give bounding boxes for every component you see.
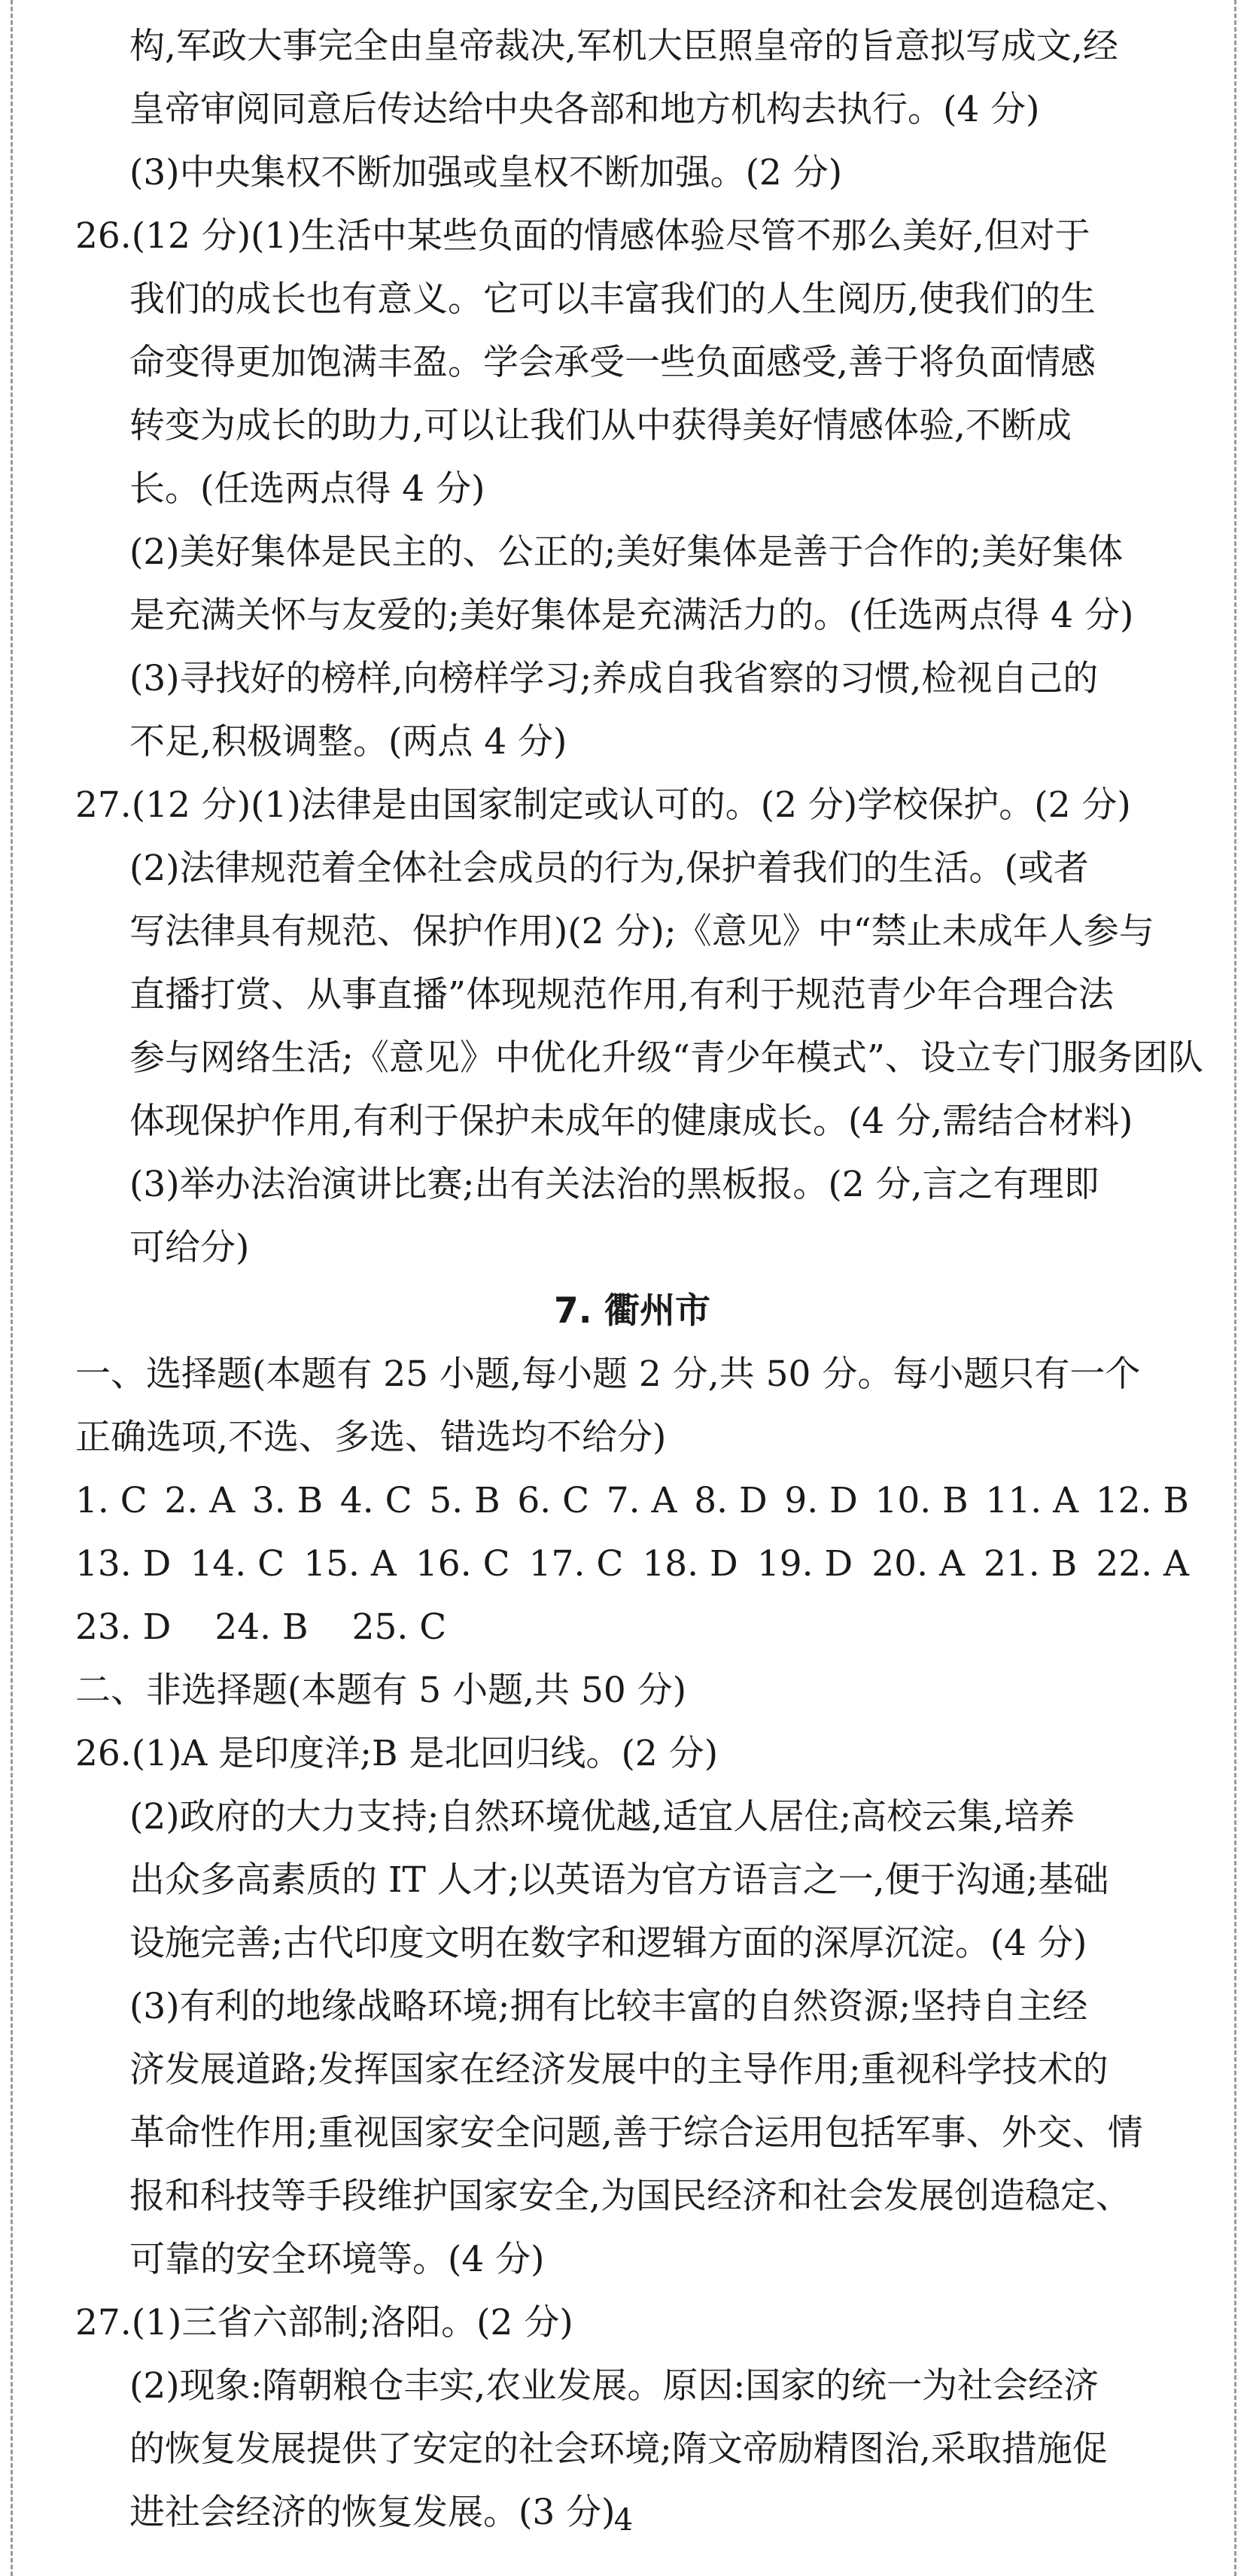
right-dashed-border — [1234, 0, 1236, 2576]
text-line: 皇帝审阅同意后传达给中央各部和地方机构去执行。(4 分) — [129, 89, 1040, 130]
text-line: 的恢复发展提供了安定的社会环境;隋文帝励精图治,采取措施促 — [129, 2428, 1108, 2470]
text-line: 设施完善;古代印度文明在数字和逻辑方面的深厚沉淀。(4 分) — [129, 1923, 1087, 1964]
text-line: 27.(1)三省六部制;洛阳。(2 分) — [75, 2302, 573, 2343]
answer-key-content — [75, 15, 1203, 2544]
text-line: 可靠的安全环境等。(4 分) — [129, 2239, 545, 2280]
text-line: 体现保护作用,有利于保护未成年的健康成长。(4 分,需结合材料) — [129, 1101, 1133, 1142]
answer-item: 17. C — [528, 1543, 624, 1585]
text-line: 二、非选择题(本题有 5 小题,共 50 分) — [75, 1670, 687, 1711]
text-line: (3)中央集权不断加强或皇权不断加强。(2 分) — [129, 152, 843, 193]
answer-item: 23. D — [75, 1606, 172, 1648]
text-line: 正确选项,不选、多选、错选均不给分) — [75, 1417, 667, 1458]
answer-row — [75, 1533, 1189, 1596]
text-line: 革命性作用;重视国家安全问题,善于综合运用包括军事、外交、情 — [129, 2112, 1143, 2154]
answer-item: 4. C — [339, 1480, 412, 1521]
answer-item: 5. B — [429, 1480, 500, 1521]
answer-item: 19. D — [756, 1543, 853, 1585]
text-line: 报和科技等手段维护国家安全,为国民经济和社会发展创造稳定、 — [129, 2176, 1131, 2217]
text-line: 出众多高素质的 IT 人才;以英语为官方语言之一,便于沟通;基础 — [129, 1859, 1109, 1901]
text-line: 进社会经济的恢复发展。(3 分) — [129, 2492, 616, 2533]
answer-item: 7. A — [606, 1480, 677, 1521]
answer-item: 13. D — [75, 1543, 172, 1585]
text-line: 写法律具有规范、保护作用)(2 分);《意见》中“禁止未成年人参与 — [129, 911, 1154, 952]
answer-item: 24. B — [214, 1606, 309, 1648]
answer-item: 21. B — [984, 1543, 1078, 1585]
text-line: 命变得更加饱满丰盈。学会承受一些负面感受,善于将负面情感 — [129, 342, 1096, 383]
answer-item: 3. B — [251, 1480, 324, 1521]
answer-item: 18. D — [642, 1543, 738, 1585]
text-line: (2)现象:隋朝粮仓丰实,农业发展。原因:国家的统一为社会经济 — [129, 2365, 1099, 2407]
answer-item: 20. A — [871, 1543, 965, 1585]
text-line: (2)政府的大力支持;自然环境优越,适宜人居住;高校云集,培养 — [129, 1796, 1075, 1838]
text-line: (2)美好集体是民主的、公正的;美好集体是善于合作的;美好集体 — [129, 531, 1124, 573]
answer-item: 16. C — [415, 1543, 510, 1585]
page-number: 4 — [613, 2503, 634, 2538]
answer-item: 12. B — [1095, 1480, 1189, 1521]
text-line: (3)寻找好的榜样,向榜样学习;养成自我省察的习惯,检视自己的 — [129, 658, 1099, 699]
answer-item: 22. A — [1096, 1543, 1189, 1585]
text-line: 一、选择题(本题有 25 小题,每小题 2 分,共 50 分。每小题只有一个 — [75, 1353, 1141, 1395]
text-line: 26.(1)A 是印度洋;B 是北回归线。(2 分) — [75, 1733, 719, 1774]
text-line: 不足,积极调整。(两点 4 分) — [129, 721, 567, 763]
answer-item: 14. C — [190, 1543, 285, 1585]
text-line: 27.(12 分)(1)法律是由国家制定或认可的。(2 分)学校保护。(2 分) — [75, 784, 1131, 826]
text-line: 济发展道路;发挥国家在经济发展中的主导作用;重视科学技术的 — [129, 2049, 1109, 2090]
text-line: (3)有利的地缘战略环境;拥有比较丰富的自然资源;坚持自主经 — [129, 1986, 1088, 2027]
text-line: (3)举办法治演讲比赛;出有关法治的黑板报。(2 分,言之有理即 — [129, 1164, 1099, 1205]
answer-item: 15. A — [303, 1543, 397, 1585]
text-line: 是充满关怀与友爱的;美好集体是充满活力的。(任选两点得 4 分) — [129, 595, 1134, 636]
answer-item: 11. A — [985, 1480, 1079, 1521]
text-line: 我们的成长也有意义。它可以丰富我们的人生阅历,使我们的生 — [129, 279, 1096, 320]
answer-row — [75, 1469, 1189, 1533]
answer-row — [75, 1596, 1189, 1659]
text-line: 直播打赏、从事直播”体现规范作用,有利于规范青少年合理合法 — [129, 974, 1114, 1015]
answer-item: 10. B — [874, 1480, 969, 1521]
answer-item: 25. C — [351, 1606, 447, 1648]
answer-item: 6. C — [517, 1480, 590, 1521]
text-line: 26.(12 分)(1)生活中某些负面的情感体验尽管不那么美好,但对于 — [75, 215, 1090, 257]
answer-item: 2. A — [164, 1480, 236, 1521]
text-line: 可给分) — [129, 1227, 250, 1268]
text-line: 长。(任选两点得 4 分) — [129, 468, 485, 510]
text-line: 参与网络生活;《意见》中优化升级“青少年模式”、设立专门服务团队 — [129, 1037, 1203, 1079]
answer-item: 9. D — [784, 1480, 858, 1521]
section-title: 7. 衢州市 — [554, 1290, 710, 1332]
answer-item: 1. C — [75, 1480, 148, 1521]
text-line: 转变为成长的助力,可以让我们从中获得美好情感体验,不断成 — [129, 405, 1072, 446]
left-dashed-border — [11, 0, 13, 2576]
text-line: (2)法律规范着全体社会成员的行为,保护着我们的生活。(或者 — [129, 848, 1089, 889]
answer-item: 8. D — [694, 1480, 768, 1521]
text-line: 构,军政大事完全由皇帝裁决,军机大臣照皇帝的旨意拟写成文,经 — [129, 26, 1118, 67]
